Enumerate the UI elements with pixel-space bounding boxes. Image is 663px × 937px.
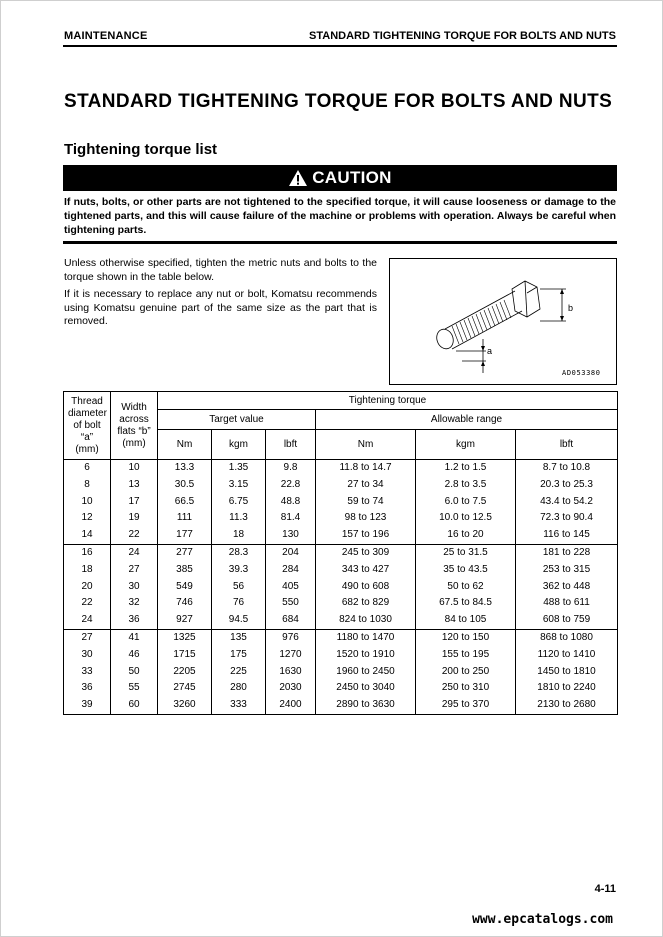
table-row: [64, 697, 618, 714]
table-cell: 2745: [158, 680, 212, 697]
table-cell: 1715: [158, 647, 212, 664]
watermark: www.epcatalogs.com: [472, 912, 613, 927]
table-cell: 1630: [266, 664, 316, 681]
table-cell: 2450 to 3040: [316, 680, 416, 697]
header-unit: lbft: [266, 430, 316, 460]
table-cell: 175: [212, 647, 266, 664]
table-row: [64, 647, 618, 664]
table-cell: 746: [158, 595, 212, 612]
table-cell: 50 to 62: [416, 579, 516, 596]
table-cell: 6: [64, 460, 111, 477]
table-cell: 253 to 315: [516, 562, 618, 579]
table-cell: 1270: [266, 647, 316, 664]
table-cell: 10: [64, 494, 111, 511]
table-cell: 120 to 150: [416, 629, 516, 646]
table-cell: 6.0 to 7.5: [416, 494, 516, 511]
header-target-value: Target value: [158, 410, 316, 430]
table-cell: 46: [111, 647, 158, 664]
table-cell: 22.8: [266, 477, 316, 494]
header-unit: lbft: [516, 430, 618, 460]
table-cell: 28.3: [212, 544, 266, 561]
table-row: [64, 494, 618, 511]
table-cell: 13: [111, 477, 158, 494]
table-cell: 343 to 427: [316, 562, 416, 579]
intro-paragraph-2: If it is necessary to replace any nut or bolt, Komatsu recommends using Komatsu genuine part of the same size as the part that is removed.: [64, 288, 377, 327]
table-cell: 333: [212, 697, 266, 714]
table-cell: 72.3 to 90.4: [516, 510, 618, 527]
table-cell: 18: [64, 562, 111, 579]
table-cell: 204: [266, 544, 316, 561]
table-cell: 43.4 to 54.2: [516, 494, 618, 511]
table-cell: 27 to 34: [316, 477, 416, 494]
header-chapter-title: STANDARD TIGHTENING TORQUE FOR BOLTS AND NUTS: [309, 30, 616, 42]
table-cell: 385: [158, 562, 212, 579]
table-row: [64, 680, 618, 697]
table-cell: 16 to 20: [416, 527, 516, 544]
table-cell: 280: [212, 680, 266, 697]
table-row: [64, 510, 618, 527]
table-cell: 549: [158, 579, 212, 596]
table-cell: 59 to 74: [316, 494, 416, 511]
table-cell: 98 to 123: [316, 510, 416, 527]
table-cell: 20: [64, 579, 111, 596]
table-cell: 2030: [266, 680, 316, 697]
table-cell: 32: [111, 595, 158, 612]
table-cell: 3260: [158, 697, 212, 714]
table-cell: 200 to 250: [416, 664, 516, 681]
table-cell: 30: [64, 647, 111, 664]
table-cell: 682 to 829: [316, 595, 416, 612]
table-cell: 9.8: [266, 460, 316, 477]
caution-rule: [63, 241, 617, 244]
table-cell: 927: [158, 612, 212, 629]
intro-paragraph-1: Unless otherwise specified, tighten the metric nuts and bolts to the torque shown in the table below.: [64, 257, 377, 283]
header-unit: kgm: [212, 430, 266, 460]
table-cell: 1.35: [212, 460, 266, 477]
table-cell: 22: [111, 527, 158, 544]
header-tightening-torque: Tightening torque: [158, 392, 618, 410]
table-cell: 56: [212, 579, 266, 596]
table-cell: 30.5: [158, 477, 212, 494]
table-cell: 18: [212, 527, 266, 544]
table-cell: 67.5 to 84.5: [416, 595, 516, 612]
table-cell: 2400: [266, 697, 316, 714]
torque-table: [63, 391, 618, 715]
table-cell: 2130 to 2680: [516, 697, 618, 714]
table-cell: 60: [111, 697, 158, 714]
table-cell: 20.3 to 25.3: [516, 477, 618, 494]
warning-triangle-icon: [288, 169, 308, 187]
table-cell: 1180 to 1470: [316, 629, 416, 646]
table-cell: 39: [64, 697, 111, 714]
table-cell: 868 to 1080: [516, 629, 618, 646]
table-cell: 181 to 228: [516, 544, 618, 561]
table-cell: 1520 to 1910: [316, 647, 416, 664]
caution-text: If nuts, bolts, or other parts are not tightened to the specified torque, it will cause looseness or damage to the tightened parts, and this will cause failure of the machine or problems with operation. Always be careful when tightening parts.: [64, 196, 616, 236]
table-cell: 225: [212, 664, 266, 681]
table-cell: 10: [111, 460, 158, 477]
table-row: [64, 562, 618, 579]
section-subtitle: Tightening torque list: [64, 141, 218, 158]
table-cell: 16: [64, 544, 111, 561]
table-cell: 66.5: [158, 494, 212, 511]
table-cell: 33: [64, 664, 111, 681]
torque-table-wrapper: [63, 391, 617, 715]
table-row: [64, 595, 618, 612]
header-unit: Nm: [316, 430, 416, 460]
table-row: [64, 612, 618, 629]
table-cell: 488 to 611: [516, 595, 618, 612]
table-cell: 1450 to 1810: [516, 664, 618, 681]
table-row: [64, 579, 618, 596]
table-cell: 362 to 448: [516, 579, 618, 596]
table-cell: 48.8: [266, 494, 316, 511]
table-cell: 11.3: [212, 510, 266, 527]
header-unit: Nm: [158, 430, 212, 460]
table-cell: 24: [64, 612, 111, 629]
table-cell: 824 to 1030: [316, 612, 416, 629]
figure-code: AD053380: [562, 369, 601, 377]
header-rule: [63, 45, 617, 47]
table-cell: 2205: [158, 664, 212, 681]
table-cell: 1960 to 2450: [316, 664, 416, 681]
table-cell: 50: [111, 664, 158, 681]
table-row: [64, 629, 618, 646]
table-cell: 116 to 145: [516, 527, 618, 544]
dimension-a-label: a: [487, 346, 493, 356]
table-cell: 39.3: [212, 562, 266, 579]
table-cell: 13.3: [158, 460, 212, 477]
table-cell: 14: [64, 527, 111, 544]
table-cell: 36: [64, 680, 111, 697]
page-number: 4-11: [594, 883, 616, 895]
bolt-diagram: [390, 259, 616, 384]
caution-label: CAUTION: [312, 168, 392, 187]
table-cell: 155 to 195: [416, 647, 516, 664]
table-cell: 490 to 608: [316, 579, 416, 596]
table-cell: 250 to 310: [416, 680, 516, 697]
table-cell: 30: [111, 579, 158, 596]
header-unit: kgm: [416, 430, 516, 460]
table-cell: 8: [64, 477, 111, 494]
caution-banner: [63, 165, 617, 191]
table-cell: 976: [266, 629, 316, 646]
table-row: [64, 544, 618, 561]
table-cell: 3.15: [212, 477, 266, 494]
table-cell: 277: [158, 544, 212, 561]
bolt-figure: [389, 258, 617, 385]
table-row: [64, 664, 618, 681]
table-cell: 177: [158, 527, 212, 544]
header-thread-diameter: Thread diameter of bolt “a” (mm): [64, 392, 111, 460]
table-cell: 17: [111, 494, 158, 511]
table-cell: 1.2 to 1.5: [416, 460, 516, 477]
dimension-b-label: b: [568, 303, 574, 313]
table-cell: 36: [111, 612, 158, 629]
table-cell: 25 to 31.5: [416, 544, 516, 561]
table-cell: 27: [111, 562, 158, 579]
table-cell: 135: [212, 629, 266, 646]
table-cell: 41: [111, 629, 158, 646]
header-section-label: MAINTENANCE: [64, 30, 148, 42]
table-cell: 22: [64, 595, 111, 612]
table-cell: 11.8 to 14.7: [316, 460, 416, 477]
table-cell: 157 to 196: [316, 527, 416, 544]
table-cell: 94.5: [212, 612, 266, 629]
header-allowable-range: Allowable range: [316, 410, 618, 430]
table-cell: 1325: [158, 629, 212, 646]
table-cell: 6.75: [212, 494, 266, 511]
table-cell: 2890 to 3630: [316, 697, 416, 714]
table-cell: 2.8 to 3.5: [416, 477, 516, 494]
table-cell: 84 to 105: [416, 612, 516, 629]
table-cell: 27: [64, 629, 111, 646]
table-cell: 1120 to 1410: [516, 647, 618, 664]
table-row: [64, 460, 618, 477]
table-cell: 55: [111, 680, 158, 697]
table-cell: 76: [212, 595, 266, 612]
table-cell: 245 to 309: [316, 544, 416, 561]
torque-table-body: [64, 460, 618, 715]
page-title: STANDARD TIGHTENING TORQUE FOR BOLTS AND NUTS: [64, 91, 613, 112]
table-row: [64, 527, 618, 544]
table-cell: 111: [158, 510, 212, 527]
table-cell: 684: [266, 612, 316, 629]
table-cell: 550: [266, 595, 316, 612]
table-cell: 10.0 to 12.5: [416, 510, 516, 527]
table-cell: 295 to 370: [416, 697, 516, 714]
table-cell: 24: [111, 544, 158, 561]
table-cell: 405: [266, 579, 316, 596]
table-cell: 284: [266, 562, 316, 579]
table-cell: 8.7 to 10.8: [516, 460, 618, 477]
table-cell: 1810 to 2240: [516, 680, 618, 697]
table-cell: 35 to 43.5: [416, 562, 516, 579]
header-width-across-flats: Width across flats “b” (mm): [111, 392, 158, 460]
table-cell: 130: [266, 527, 316, 544]
table-cell: 81.4: [266, 510, 316, 527]
table-cell: 608 to 759: [516, 612, 618, 629]
table-row: [64, 477, 618, 494]
table-cell: 12: [64, 510, 111, 527]
table-cell: 19: [111, 510, 158, 527]
